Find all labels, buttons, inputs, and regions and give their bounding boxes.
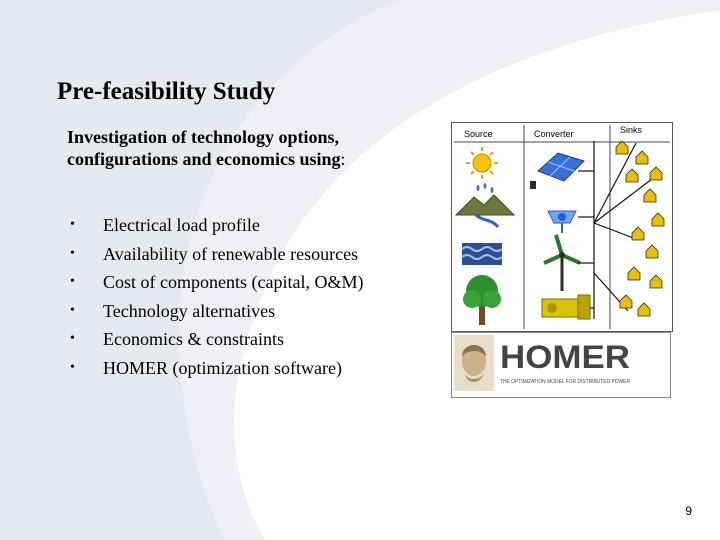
solar-panel-icon xyxy=(530,153,584,189)
wind-turbine-icon xyxy=(544,235,580,291)
bullet-icon: • xyxy=(70,359,75,375)
portrait-icon xyxy=(454,335,494,391)
intro-text xyxy=(67,126,346,170)
page-number: 9 xyxy=(685,504,692,518)
intro-line-1: Investigation of technology options, xyxy=(67,127,340,147)
homer-wordmark: HOMER xyxy=(500,339,630,375)
bullet-icon: • xyxy=(70,245,75,261)
water-wave-icon xyxy=(462,243,502,265)
rain-icon xyxy=(477,183,494,193)
generator-icon xyxy=(542,295,590,319)
source-header: Source xyxy=(464,129,493,139)
mountain-icon xyxy=(456,195,514,227)
bullet-icon: • xyxy=(70,331,75,347)
hydro-turbine-icon xyxy=(548,211,576,233)
slide-title: Pre-feasibility Study xyxy=(57,78,276,105)
bullet-icon: • xyxy=(70,217,75,232)
bullet-icon: • xyxy=(70,302,75,318)
energy-system-diagram xyxy=(451,122,673,332)
tree-icon xyxy=(463,275,501,325)
sinks-header: Sinks xyxy=(620,125,643,135)
bullet-icon: • xyxy=(70,274,75,290)
intro-line-2: configurations and economics using: xyxy=(67,149,346,169)
converter-header: Converter xyxy=(534,129,574,139)
homer-logo xyxy=(451,332,671,398)
sun-icon xyxy=(466,147,498,179)
homer-tagline: THE OPTIMIZATION MODEL FOR DISTRIBUTED POWER xyxy=(500,379,631,385)
